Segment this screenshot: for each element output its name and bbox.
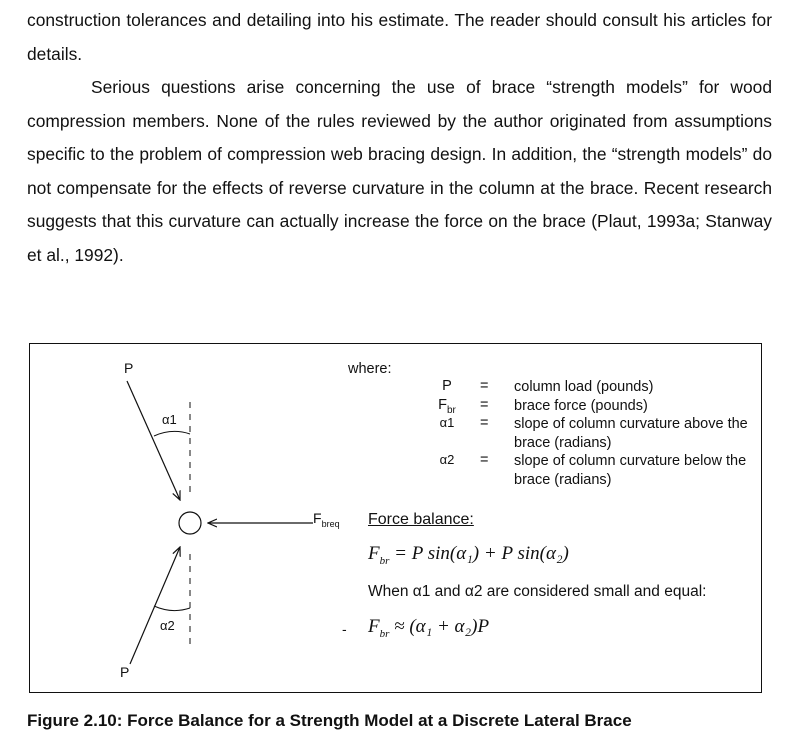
definition-text: slope of column curvature below the brace (radians) — [514, 453, 747, 488]
dash-mark: - — [342, 621, 347, 637]
brace-force-label: $F_{breq}$ — [313, 510, 340, 529]
definition-text: slope of column curvature above the brace (radians) — [514, 416, 748, 451]
paragraph-2 — [27, 71, 772, 273]
definition-symbol: $F_{br}$ — [438, 396, 456, 416]
definition-equals: = — [480, 452, 489, 468]
definition-symbol: α2 — [439, 452, 455, 467]
definition-equals: = — [480, 415, 489, 431]
alpha2-label: α2 — [160, 618, 175, 633]
definition-equals: = — [480, 396, 489, 413]
paragraph-2-text: Serious questions arise concerning the use of brace “strength models” for wood compression members. None of the rules reviewed by the author originated from assumptions specific to the problem of compression web bracing design. In addition, the “strength models” do not compensate for the effects of reverse curvature in the column at the brace. Recent research suggests that this curvature can actually increase the force on the brace (Plaut, 1993a; Stanway et al., 1992). — [27, 77, 772, 265]
load-label-top: P — [124, 360, 134, 376]
upper-load-arrow — [127, 381, 180, 500]
equation-force-balance: $F_{br} = P$ sin(α₁) + P sin(α₂) — [368, 543, 569, 567]
alpha1-label: α1 — [162, 412, 177, 427]
force-balance-heading: Force balance: — [368, 511, 474, 528]
definition-symbol: α1 — [439, 415, 455, 430]
alpha1-arc — [154, 431, 190, 436]
paragraph-1: construction tolerances and detailing into his estimate. The reader should consult his articles for details. — [27, 10, 772, 64]
alpha2-arc — [154, 606, 190, 611]
definition-equals: = — [480, 378, 489, 394]
definition-text: column load (pounds) — [514, 379, 654, 395]
load-label-bottom: P — [120, 664, 130, 680]
definition-text: brace force (pounds) — [514, 397, 648, 414]
small-angle-text: When α1 and α2 are considered small and equal: — [368, 583, 707, 600]
brace-point-circle — [179, 512, 201, 534]
where-label: where: — [348, 361, 392, 377]
lower-load-arrow — [130, 547, 180, 664]
definition-symbol: P — [442, 378, 452, 394]
figure-caption: Figure 2.10: Force Balance for a Strength Model at a Discrete Lateral Brace — [27, 711, 632, 730]
figure-box — [29, 343, 762, 693]
equation-small-angle: $F_{br} \approx (\alpha_1 + \alpha_2)P$ — [368, 616, 490, 640]
